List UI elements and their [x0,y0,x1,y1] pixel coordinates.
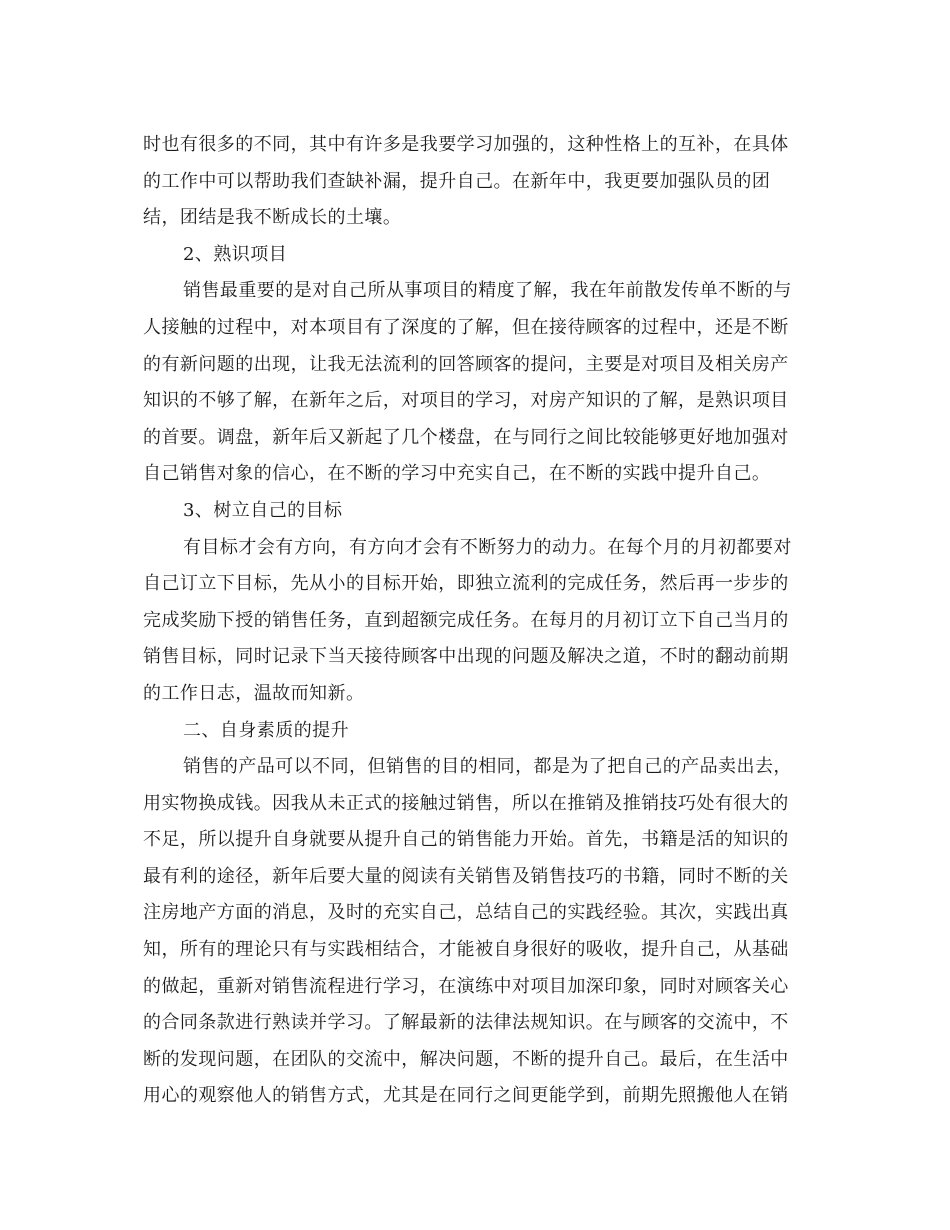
text-line: 销售目标，同时记录下当天接待顾客中出现的问题及解决之道，不时的翻动前期 [143,646,789,668]
document-body [143,127,803,1115]
text-line: 的工作日志，温故而知新。 [143,682,365,704]
text-line: 断的发现问题，在团队的交流中，解决问题，不断的提升自己。最后，在生活中 [143,1048,789,1070]
text-line: 有目标才会有方向，有方向才会有不断努力的动力。在每个月的月初都要对 [183,536,792,558]
text-line: 的做起，重新对销售流程进行学习，在演练中对项目加深印象，同时对顾客关心 [143,975,789,997]
text-line: 人接触的过程中，对本项目有了深度的了解，但在接待顾客的过程中，还是不断 [143,316,789,338]
text-line: 的工作中可以帮助我们查缺补漏，提升自己。在新年中，我更要加强队员的团 [143,170,771,192]
text-line: 二、自身素质的提升 [183,719,350,741]
text-line: 注房地产方面的消息，及时的充实自己，总结自己的实践经验。其次，实践出真 [143,902,789,924]
text-line: 知识的不够了解，在新年之后，对项目的学习，对房产知识的了解，是熟识项目 [143,390,789,412]
text-line: 2、熟识项目 [183,243,288,265]
text-line: 时也有很多的不同，其中有许多是我要学习加强的，这种性格上的互补，在具体 [143,134,789,155]
text-line: 自己订立下目标，先从小的目标开始，即独立流利的完成任务，然后再一步步的 [143,573,789,595]
text-line: 用实物换成钱。因我从未正式的接触过销售，所以在推销及推销技巧处有很大的 [143,792,789,814]
text-line: 的首要。调盘，新年后又新起了几个楼盘，在与同行之间比较能够更好地加强对 [143,426,789,448]
text-line: 不足，所以提升自身就要从提升自己的销售能力开始。首先，书籍是活的知识的 [143,829,789,851]
text-line: 最有利的途径，新年后要大量的阅读有关销售及销售技巧的书籍，同时不断的关 [143,865,789,887]
text-line: 的合同条款进行熟读并学习。了解最新的法律法规知识。在与顾客的交流中，不 [143,1012,789,1034]
text-line: 用心的观察他人的销售方式，尤其是在同行之间更能学到，前期先照搬他人在销 [143,1085,789,1107]
text-line: 自己销售对象的信心，在不断的学习中充实自己，在不断的实践中提升自己。 [143,463,771,485]
text-line: 完成奖励下授的销售任务，直到超额完成任务。在每月的月初订立下自己当月的 [143,609,789,631]
text-line: 的有新问题的出现，让我无法流利的回答顾客的提问，主要是对项目及相关房产 [143,353,789,375]
text-line: 销售的产品可以不同，但销售的目的相同，都是为了把自己的产品卖出去， [183,756,792,778]
text-line: 销售最重要的是对自己所从事项目的精度了解，我在年前散发传单不断的与 [183,280,792,302]
text-line: 结，团结是我不断成长的土壤。 [143,207,402,229]
text-line: 知，所有的理论只有与实践相结合，才能被自身很好的吸收，提升自己，从基础 [143,939,789,961]
text-line: 3、树立自己的目标 [183,499,343,521]
